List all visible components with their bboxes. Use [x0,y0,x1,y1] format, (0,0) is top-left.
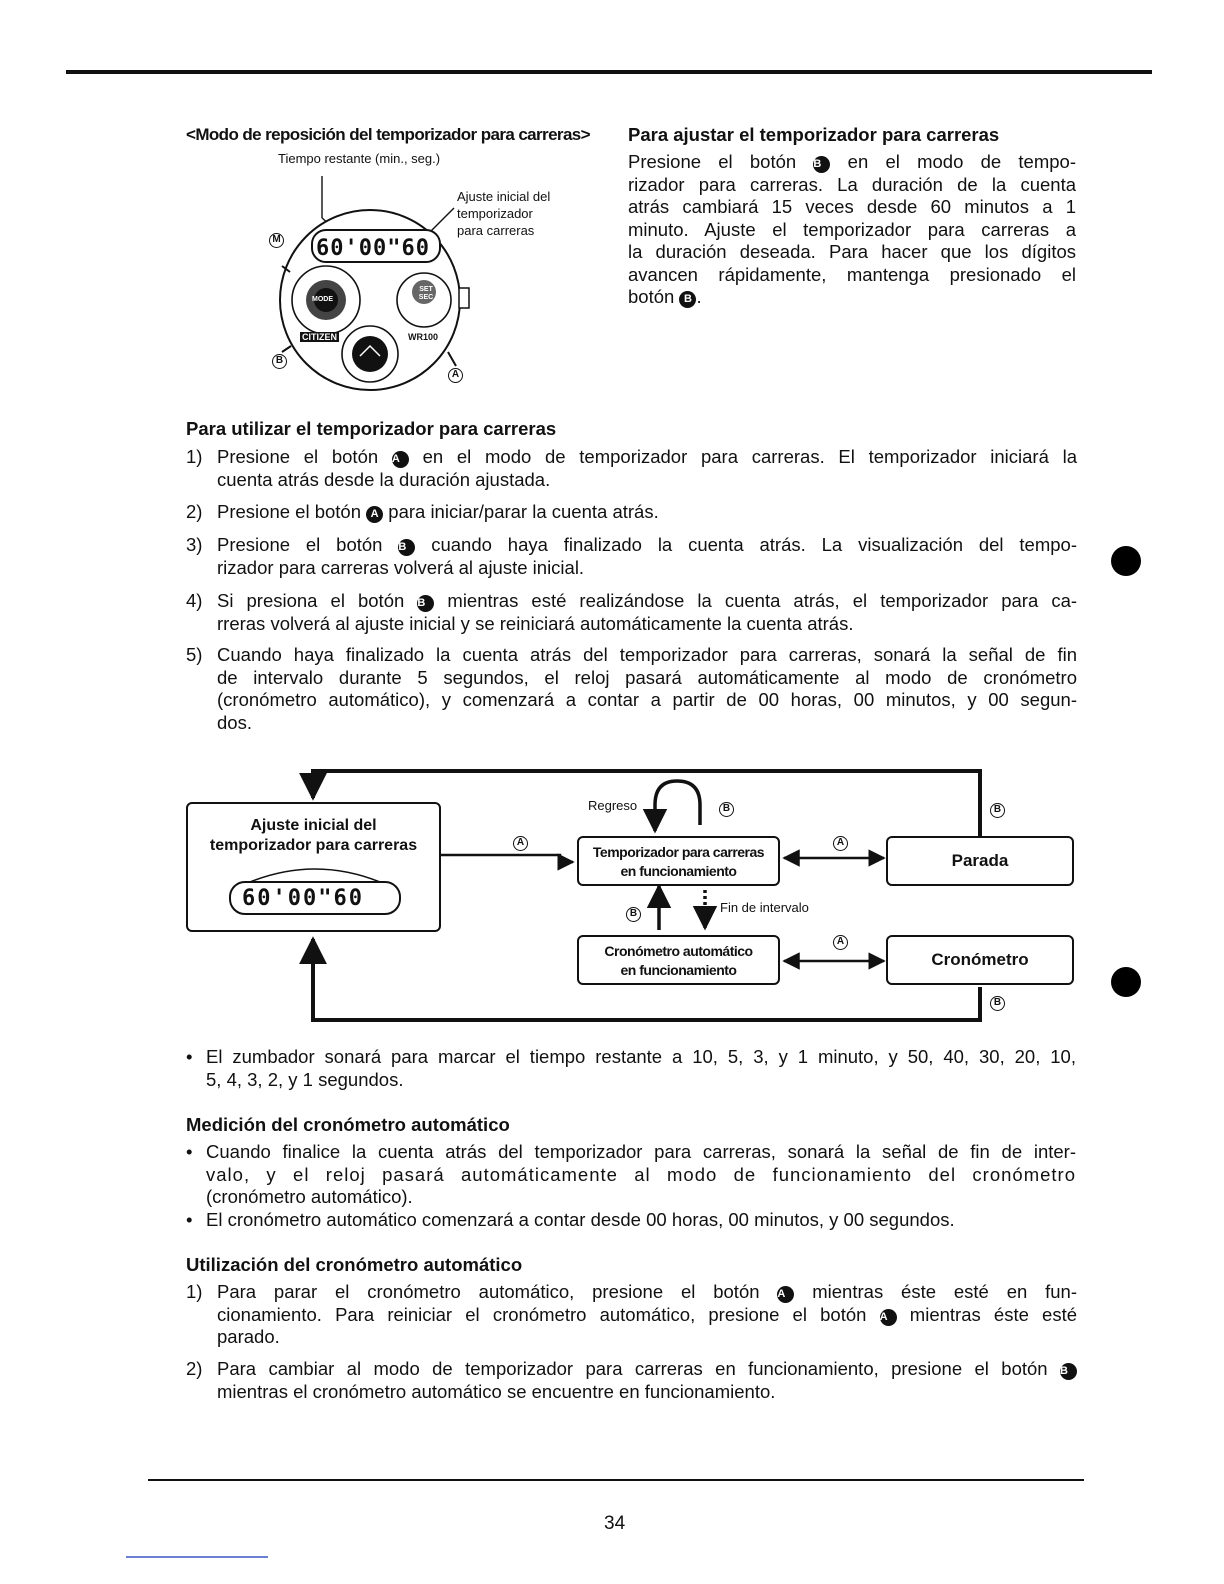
watch-button-m: M [269,233,284,248]
flow-box-initial: Ajuste inicial del temporizador para carreras [186,802,441,932]
use-item-5: Cuando haya finalizado la cuenta atrás del temporizador para carreras, sonará la señal de fin de intervalo durante 5 segundos, el reloj pasará automáticamente al modo de cronómetro (cronómetro automático), y comenzará a contar a partir de 00 horas, 00 minutos, y 00 segun- dos. [217,644,1077,733]
thumb-tab-dot-2 [1111,967,1141,997]
flow-button-a-1: A [513,836,528,851]
adjust-title: Para ajustar el temporizador para carreras [628,124,1000,145]
use-item-5-number: 5) [186,644,203,665]
figure-title: <Modo de reposición del temporizador para carreras> [186,125,590,144]
flow-return-label: Regreso [588,798,638,813]
use-item-2-number: 2) [186,501,203,522]
watch-set-text: SET SEC [418,286,434,301]
use-item-2: Presione el botón A para iniciar/parar la cuenta atrás. [217,501,659,522]
measure-bullet-2: • [186,1209,193,1230]
flow-initial-display-digits: 60'00"60 [242,886,364,911]
use-title: Para utilizar el temporizador para carreras [186,418,557,439]
use-item-4: Si presiona el botón B mientras esté realizándose la cuenta atrás, el temporizador para ca- rreras volverá al ajuste inicial y se reiniciará automáticamente la cuenta atrás. [217,590,1078,634]
utilization-item-2: Para cambiar al modo de temporizador para carreras en funcionamiento, presione el botón B mientras el cronómetro automático se encuentre en funcionamiento. [217,1358,1077,1403]
measure-item-1: Cuando finalice la cuenta atrás del temporizador para carreras, sonará la señal de fin de inter- valo, y el reloj pasará automáticamente al modo de funcionamiento del cronómetro (cronómetro automático). [206,1141,1076,1207]
use-item-1: Presione el botón A en el modo de temporizador para carreras. El temporizador iniciará la cuenta atrás desde la duración ajustada. [217,446,1077,490]
flow-box-chronometer: Cronómetro [886,935,1074,985]
watch-brand-text: CITIZEN [302,332,337,342]
utilization-item-2-number: 2) [186,1358,203,1379]
thumb-tab-dot-1 [1111,546,1141,576]
watch-wr-text: WR100 [408,332,439,342]
flow-box-running: Temporizador para carreras en funcionamiento [577,836,780,886]
use-item-4-number: 4) [186,590,203,611]
watch-button-a: A [448,368,463,383]
flow-box-auto-chrono: Cronómetro automático en funcionamiento [577,935,780,985]
watch-button-b: B [272,354,287,369]
flow-button-a-3: A [833,935,848,950]
use-item-3: Presione el botón B cuando haya finalizado la cuenta atrás. La visualización del tempo- rizador para carreras volverá al ajuste inicial. [217,534,1077,578]
measure-item-2: El cronómetro automático comenzará a contar desde 00 horas, 00 minutos, y 00 segundos. [206,1209,955,1230]
measure-title: Medición del cronómetro automático [186,1114,510,1135]
watch-mode-text: MODE [312,296,333,303]
note-bullet: • [186,1046,193,1067]
flow-button-b-return: B [719,802,734,817]
utilization-item-1: Para parar el cronómetro automático, presione el botón A mientras éste esté en fun- cionamiento. Para reiniciar el cronómetro automático, presione el botón A mientras éste esté parado. [217,1281,1078,1347]
page-number: 34 [604,1513,626,1534]
measure-bullet-1: • [186,1141,193,1162]
flow-box-stop: Parada [886,836,1074,886]
label-remaining-time: Tiempo restante (min., seg.) [278,151,441,166]
flow-button-b-bottom: B [990,996,1005,1011]
utilization-item-1-number: 1) [186,1281,203,1302]
flow-button-b-top: B [990,803,1005,818]
flow-button-b-up: B [626,907,641,922]
use-item-3-number: 3) [186,534,203,555]
utilization-title: Utilización del cronómetro automático [186,1254,523,1275]
adjust-paragraph: Presione el botón B en el modo de tempo- rizador para carreras. La duración de la cuenta atrás cambiará 15 veces desde 60 minutos a 1 minuto. Ajuste el temporizador para carreras a la duración deseada. Para hacer que los dígitos avancen rápidamente, mantenga presionado el botón B . [628,151,1076,307]
label-initial-setting: Ajuste inicial del temporizador para carreras [457,189,551,238]
flow-button-a-2: A [833,836,848,851]
flow-end-interval-label: Fin de intervalo [720,900,809,915]
watch-display-digits: 60'00"60 [316,236,430,261]
note-buzzer: El zumbador sonará para marcar el tiempo restante a 10, 5, 3, y 1 minuto, y 50, 40, 30, 20, 10, 5, 4, 3, 2, y 1 segundos. [206,1046,1076,1090]
use-item-1-number: 1) [186,446,203,467]
